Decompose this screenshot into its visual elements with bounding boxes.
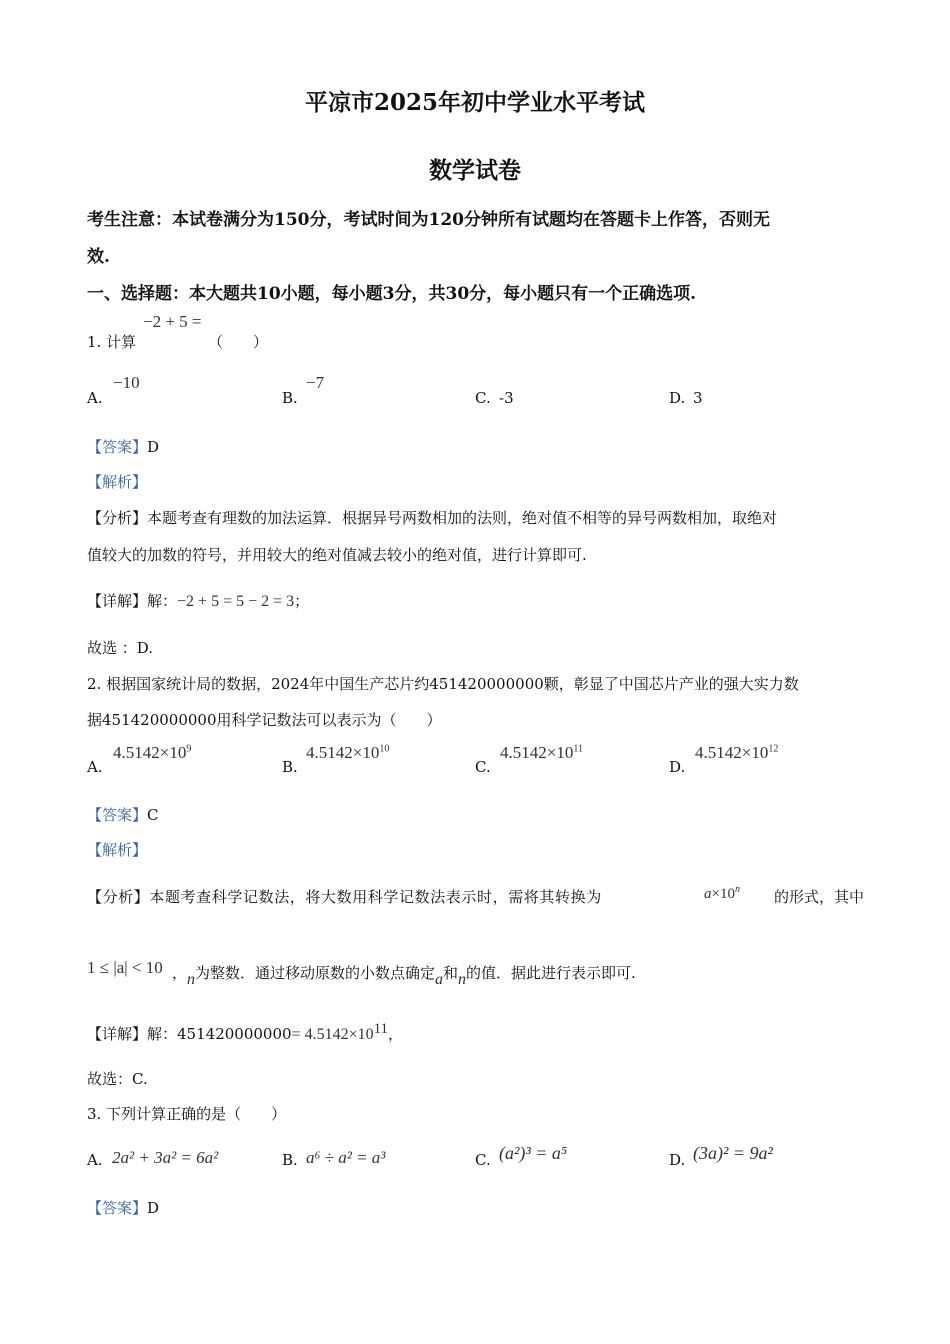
q1-option-a-value: −10 [113,373,140,392]
q3-option-b-expr: a⁶ ÷ a² = a³ [306,1148,386,1167]
q2-answer [87,804,159,825]
q2-detail [87,1021,403,1044]
q2-fenxi-math-times: ×10 [711,886,735,902]
q2-fenxi-line-1 [87,886,602,907]
q2-option-b-value [306,743,389,763]
q2-option-d-value [695,743,778,763]
q2-option-b-letter: B. [282,758,298,776]
exam-title: 平凉市2025年初中学业水平考试 [304,89,645,116]
q1-option-b-value: −7 [306,373,325,392]
q1-option-c-value: -3 [499,389,514,407]
q2-option-d-exp: 12 [768,743,779,755]
q1-stem [87,331,136,352]
q1-option-a-letter: A. [87,389,103,407]
exam-subtitle: 数学试卷 [429,157,521,184]
q3-answer-tag: 【答案】 [87,1199,148,1217]
q2-stem-line-1: 2. 根据国家统计局的数据，2024年中国生产芯片约451420000000颗，彰显了中国芯片产业的强大实力数 [87,675,799,693]
q2-option-d-letter: D. [669,758,686,776]
q3-stem: 3. 下列计算正确的是（ ） [87,1105,287,1123]
q1-analysis-tag: 【解析】 [87,473,148,491]
q3-option-a-letter: A. [87,1151,103,1169]
q1-option-d-letter: D. [669,389,686,407]
q1-answer [87,436,159,457]
q1-answer-tag: 【答案】 [87,438,148,456]
q2-fenxi-text-2c: 的值．据此进行表示即可. [466,964,636,982]
q3-option-d-letter: D. [669,1151,686,1169]
q2-fenxi-text-2b: 为整数．通过移动原数的小数点确定 [195,964,436,982]
q2-fenxi-n2: n [458,971,467,988]
q2-fenxi-text-1a: 本题考查科学记数法，将大数用科学记数法表示时，需将其转换为 [149,888,602,906]
q2-answer-value: C [147,806,159,824]
q2-option-c-base: 4.5142×10 [500,743,574,762]
q2-option-a-exp: 9 [186,743,192,755]
q2-detail-prefix: 解：451420000000 [147,1025,292,1043]
q2-option-d-base: 4.5142×10 [695,743,769,762]
q1-detail-expr: −2 + 5 = 5 − 2 = 3 [177,593,295,610]
q3-answer [87,1197,159,1218]
q2-detail-suffix: ， [388,1025,404,1043]
section-heading: 一、选择题：本大题共10小题，每小题3分，共30分，每小题只有一个正确选项. [87,284,697,304]
q2-fenxi-a: a [435,971,444,988]
q1-detail-suffix: ； [294,592,310,610]
q3-answer-value: D [147,1199,160,1217]
q2-fenxi-text-1b: 的形式，其中 [774,888,865,906]
q2-fenxi-math-1 [704,884,740,903]
q2-fenxi-n: n [187,971,196,988]
q2-answer-tag: 【答案】 [87,806,148,824]
q1-paren: （ ） [208,333,269,351]
q3-option-c-expr: (a²)³ = a⁵ [499,1143,568,1163]
q2-detail-exp: 11 [373,1021,389,1037]
q2-fenxi-math-n: n [734,884,740,895]
q1-fenxi-line-1 [87,507,777,528]
q3-option-d-expr: (3a)² = 9a² [693,1143,773,1163]
q1-fenxi-text-1: 本题考查有理数的加法运算．根据异号两数相加的法则，绝对值不相等的异号两数相加，取绝对 [147,509,778,527]
q2-option-a-base: 4.5142×10 [113,743,187,762]
q3-option-c-letter: C. [475,1151,491,1169]
q2-choose: 故选：C. [87,1070,148,1088]
q1-fenxi-tag: 【分析】 [87,509,148,527]
q1-choose: 故选 ：D. [87,639,154,657]
q2-fenxi-tag: 【分析】 [87,888,150,906]
q2-option-b-base: 4.5142×10 [306,743,380,762]
q1-option-d-value: 3 [693,389,703,407]
q1-option-c-letter: C. [475,389,491,407]
q2-option-c-value [500,743,583,763]
q1-detail [87,590,309,611]
q1-prefix: 1. 计算 [87,333,137,351]
q1-expression: −2 + 5 = [143,312,202,331]
q2-stem-line-2: 据451420000000用科学记数法可以表示为（ ） [87,711,442,729]
q2-detail-tag: 【详解】 [87,1025,148,1043]
q3-option-a-expr: 2a² + 3a² = 6a² [112,1148,219,1167]
q2-fenxi-math-a: a [704,886,712,902]
q2-option-c-letter: C. [475,758,491,776]
q2-fenxi-line-2 [172,962,636,988]
q2-fenxi-and: 和 [443,964,459,982]
q2-fenxi-math-range: 1 ≤ |a| < 10 [87,958,163,977]
q2-option-b-exp: 10 [379,743,390,755]
q2-option-a-value [113,743,191,763]
q2-detail-expr: = 4.5142×10 [291,1026,374,1043]
q2-analysis-tag: 【解析】 [87,841,148,859]
q2-option-a-letter: A. [87,758,103,776]
notice-line-2: 效. [87,247,110,267]
q1-detail-tag: 【详解】 [87,592,148,610]
q1-option-b-letter: B. [282,389,298,407]
q2-fenxi-comma: ， [172,964,188,982]
notice-line-1: 考生注意：本试卷满分为150分，考试时间为120分钟所有试题均在答题卡上作答，否则无 [87,210,770,230]
q2-option-c-exp: 11 [573,743,583,755]
q3-option-b-letter: B. [282,1151,298,1169]
q1-detail-prefix: 解： [147,592,178,610]
q1-fenxi-line-2: 值较大的加数的符号，并用较大的绝对值减去较小的绝对值，进行计算即可. [87,546,587,564]
q1-answer-value: D [147,438,160,456]
